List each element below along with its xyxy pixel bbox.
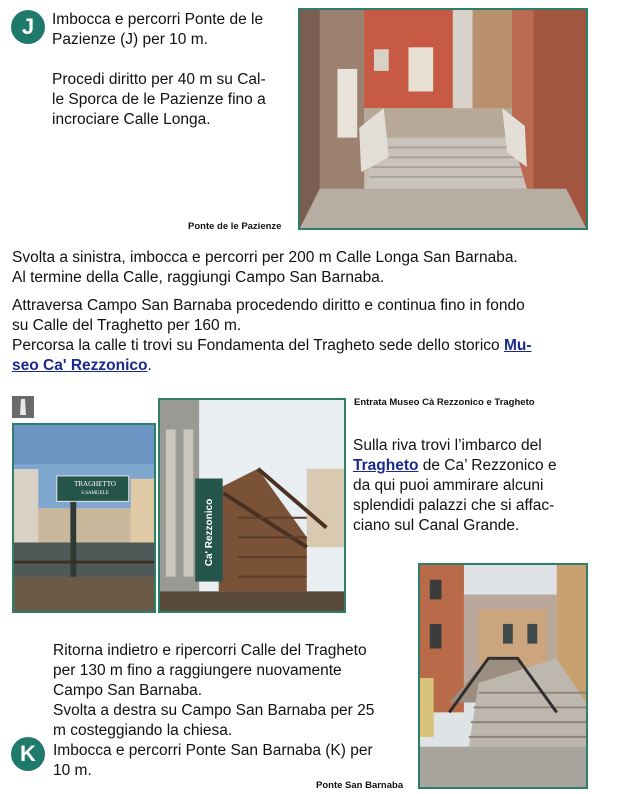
step-j-para2-line3: incrociare Calle Longa. <box>52 111 211 128</box>
paragraph-svolta <box>12 248 602 288</box>
ca-rezzonico-sign-text: Ca' Rezzonico <box>204 498 216 566</box>
gondola-icon <box>12 396 34 418</box>
riva-line5: ciano sul Canal Grande. <box>353 517 520 534</box>
museo-link-part2[interactable]: seo Ca' Rezzonico <box>12 357 148 374</box>
traghetto-sign-text <box>60 480 130 498</box>
attraversa-line2: su Calle del Traghetto per 160 m. <box>12 317 242 334</box>
caption-ponte-san-barnaba: Ponte San Barnaba <box>316 780 404 791</box>
tragheto-link[interactable]: Tragheto <box>353 457 419 474</box>
step-k-line2: per 130 m fino a raggiungere nuovamente <box>53 662 342 679</box>
step-k-line1: Ritorna indietro e ripercorri Calle del Tragheto <box>53 642 367 659</box>
photo-traghetto-sign <box>12 423 156 613</box>
ca-rezzonico-vertical-sign <box>196 482 224 582</box>
traghetto-sign-line1: TRAGHETTO <box>74 480 116 488</box>
step-j-text <box>52 10 297 130</box>
riva-line4: splendidi palazzi che si affac- <box>353 497 555 514</box>
step-j-badge: J <box>11 10 45 44</box>
photo-ponte-pazienze <box>298 8 588 230</box>
riva-line2 <box>353 456 589 476</box>
step-k-line7: 10 m. <box>53 762 92 779</box>
attraversa-line4 <box>12 356 602 376</box>
attraversa-line1: Attraversa Campo San Barnaba procedendo diritto e continua fino in fondo <box>12 297 525 314</box>
photo-ca-rezzonico <box>158 398 346 613</box>
riva-line3: da qui puoi ammirare alcuni <box>353 477 544 494</box>
riva-line1: Sulla riva trovi l’imbarco del <box>353 437 542 454</box>
step-k-badge: K <box>11 737 45 771</box>
step-j-para2-line1: Procedi diritto per 40 m su Cal- <box>52 71 266 88</box>
caption-ponte-pazienze: Ponte de le Pazienze <box>188 221 282 232</box>
riva-line2-suffix: de Ca’ Rezzonico e <box>418 457 557 474</box>
step-k-text <box>53 641 410 781</box>
step-k-line6: Imbocca e percorri Ponte San Barnaba (K) per <box>53 742 373 759</box>
attraversa-line3 <box>12 336 602 356</box>
paragraph-riva <box>353 436 589 536</box>
step-k-line3: Campo San Barnaba. <box>53 682 203 699</box>
paragraph-attraversa <box>12 296 602 376</box>
caption-entrata-museo: Entrata Museo Cà Rezzonico e Tragheto <box>354 397 535 408</box>
step-j-line1: Imbocca e percorri Ponte de le <box>52 11 264 28</box>
svolta-line1: Svolta a sinistra, imbocca e percorri per 200 m Calle Longa San Barnaba. <box>12 249 518 266</box>
attraversa-line4-suffix: . <box>147 357 152 374</box>
attraversa-line3-text: Percorsa la calle ti trovi su Fondamenta del Tragheto sede dello storico <box>12 337 504 354</box>
step-j-line2: Pazienze (J) per 10 m. <box>52 31 208 48</box>
traghetto-sign-line2: S.SAMUELE <box>81 491 109 496</box>
museo-link-part1[interactable]: Mu- <box>503 337 532 354</box>
svolta-line2: Al termine della Calle, raggiungi Campo San Barnaba. <box>12 269 385 286</box>
step-j-para2-line2: le Sporca de le Pazienze fino a <box>52 91 266 108</box>
photo-ponte-san-barnaba <box>418 563 588 789</box>
step-k-line4: Svolta a destra su Campo San Barnaba per 25 <box>53 702 375 719</box>
step-k-line5: m costeggiando la chiesa. <box>53 722 233 739</box>
